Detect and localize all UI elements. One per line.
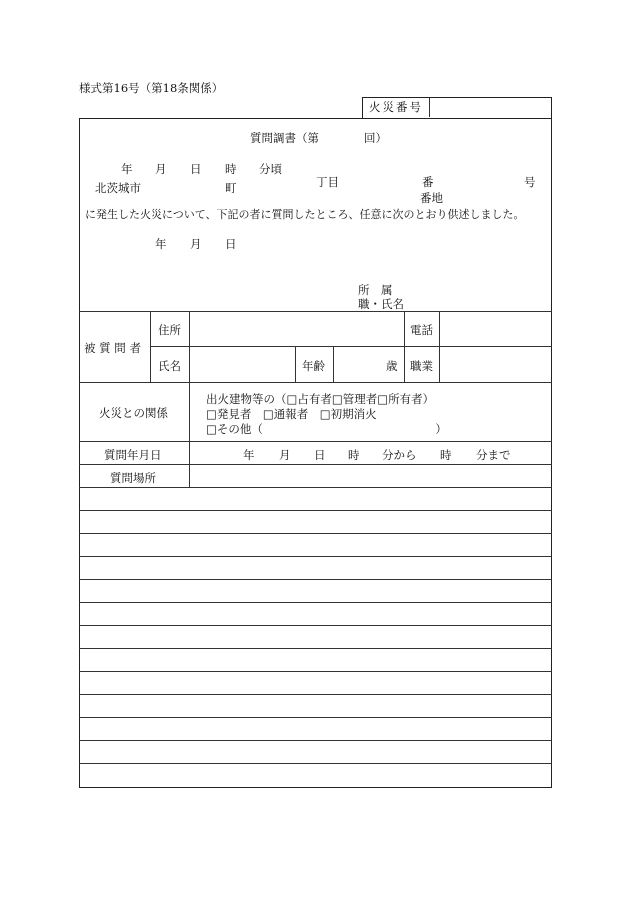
- interview-year: 年: [243, 448, 255, 462]
- column-divider: [404, 311, 405, 382]
- affiliation-label: 所 属: [358, 283, 393, 297]
- age-unit: 歳: [386, 359, 398, 373]
- row-divider: [79, 487, 552, 488]
- age-label: 年齢: [302, 359, 325, 373]
- interview-hour-end: 時: [440, 448, 452, 462]
- statement-line: [79, 740, 552, 741]
- interview-day: 日: [314, 448, 326, 462]
- statement-line: [79, 602, 552, 603]
- row-divider: [79, 464, 552, 465]
- interview-until: 分まで: [476, 448, 511, 462]
- fire-number-label: 火災番号: [363, 98, 430, 117]
- occurrence-day: 日: [190, 162, 202, 176]
- form-title-suffix: 回）: [364, 131, 387, 145]
- record-year: 年: [155, 237, 167, 251]
- occurrence-hour: 時: [225, 162, 237, 176]
- statement-line: [79, 510, 552, 511]
- section-divider: [79, 441, 552, 442]
- city-name: 北茨城市: [95, 181, 141, 195]
- column-divider: [295, 346, 296, 382]
- column-divider: [150, 311, 151, 382]
- statement-line: [79, 717, 552, 718]
- go-label: 号: [524, 175, 536, 189]
- occurrence-month: 月: [155, 162, 167, 176]
- statement-line: [79, 671, 552, 672]
- column-divider: [439, 311, 440, 382]
- relation-role-line[interactable]: □発見者 □通報者 □初期消火: [206, 407, 377, 421]
- relation-other-line[interactable]: □その他（ ）: [206, 422, 447, 436]
- banchi-label: 番地: [420, 191, 443, 205]
- occurrence-year: 年: [121, 162, 133, 176]
- statement-line: [79, 533, 552, 534]
- interview-hour: 時: [348, 448, 360, 462]
- column-divider: [189, 311, 190, 487]
- relation-owner-line[interactable]: 出火建物等の（□占有者□管理者□所有者）: [206, 392, 435, 406]
- interview-date-label: 質問年月日: [104, 448, 162, 462]
- statement-line: [79, 579, 552, 580]
- section-divider: [79, 382, 552, 383]
- form-number: 様式第16号（第18条関係）: [79, 81, 224, 95]
- relation-label: 火災との関係: [99, 406, 168, 420]
- ban-label: 番: [422, 175, 434, 189]
- phone-label: 電話: [410, 323, 433, 337]
- subject-group-label: 被 質 問 者: [84, 341, 141, 355]
- form-title-prefix: 質問調書（第: [250, 131, 319, 145]
- town-label: 町: [225, 181, 237, 195]
- fire-number-box: [362, 97, 552, 119]
- statement-line: [79, 556, 552, 557]
- record-day: 日: [225, 237, 237, 251]
- address-label: 住所: [158, 323, 181, 337]
- statement-line: [79, 694, 552, 695]
- occurrence-minute: 分頃: [259, 162, 282, 176]
- occupation-label: 職業: [410, 359, 433, 373]
- row-divider: [150, 346, 552, 347]
- chome-label: 丁目: [316, 175, 339, 189]
- record-month: 月: [190, 237, 202, 251]
- fire-number-field[interactable]: [430, 98, 551, 117]
- title-name-label: 職・氏名: [358, 297, 404, 311]
- interview-month: 月: [279, 448, 291, 462]
- interview-from: 分から: [382, 448, 417, 462]
- interview-place-label: 質問場所: [110, 471, 156, 485]
- statement-line: [79, 625, 552, 626]
- statement-line: [79, 648, 552, 649]
- statement-text: に発生した火災について、下記の者に質問したところ、任意に次のとおり供述しました。: [85, 208, 525, 221]
- column-divider: [333, 346, 334, 382]
- name-label: 氏名: [158, 359, 181, 373]
- statement-line: [79, 763, 552, 764]
